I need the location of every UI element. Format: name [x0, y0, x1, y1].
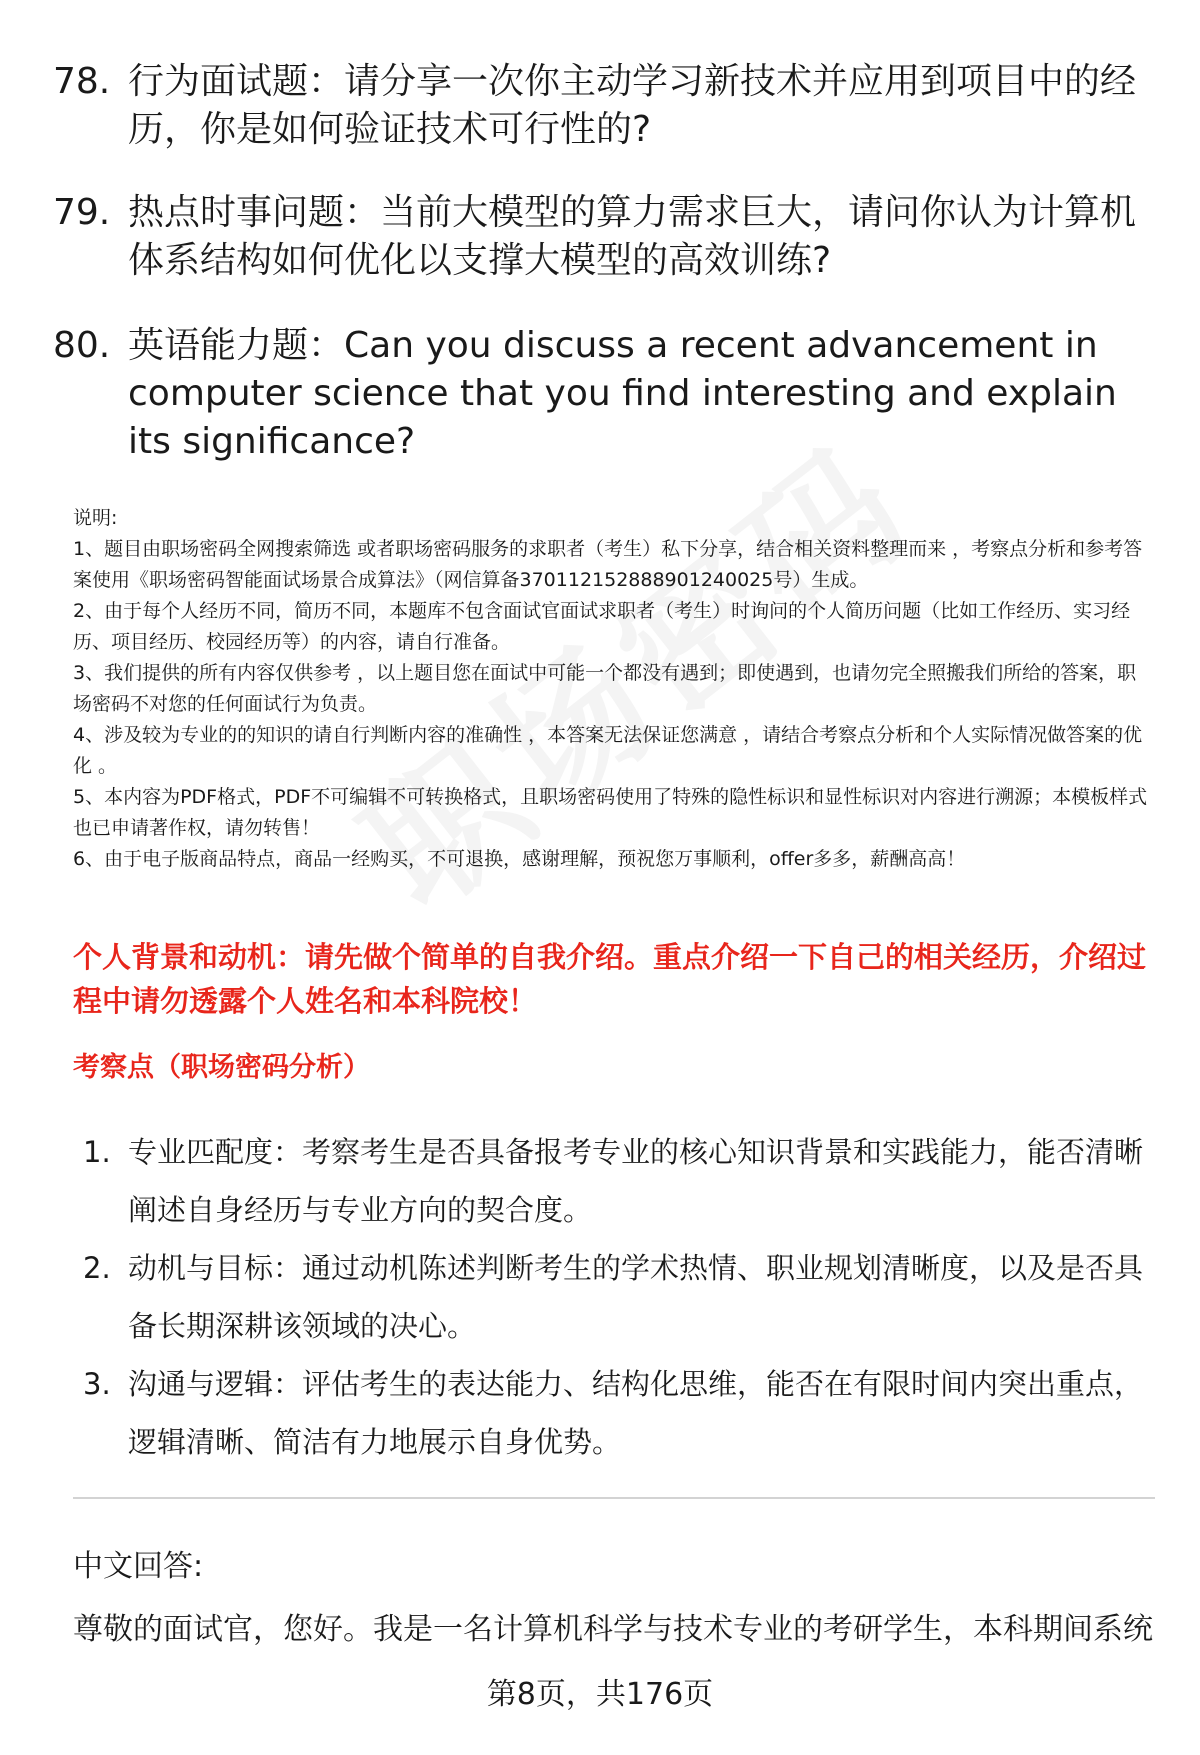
question-number: 80.: [53, 325, 111, 366]
analysis-heading: 考察点（职场密码分析）: [73, 1052, 370, 1083]
note-item: 4、涉及较为专业的的知识的请自行判断内容的准确性 ，本答案无法保证您满意 ，请结合考察点分析和个人实际情况做答案的优化 。: [73, 724, 1143, 777]
question-item: [53, 322, 1153, 466]
note-item: 1、题目由职场密码全网搜索筛选 或者职场密码服务的求职者（考生）私下分享，结合相关资料整理而来 ，考察点分析和参考答案使用《职场密码智能面试场景合成算法》（网信算备370112152888901240025号）生成。: [73, 538, 1143, 591]
point-number: 1.: [83, 1135, 111, 1169]
point-number: 3.: [83, 1367, 111, 1401]
list-item: [80, 1123, 1150, 1239]
main-question-heading: 个人背景和动机：请先做个简单的自我介绍。重点介绍一下自己的相关经历，介绍过程中请勿透露个人姓名和本科院校！: [73, 940, 1147, 1018]
notes-section: [73, 503, 1153, 875]
point-text: 专业匹配度：考察考生是否具备报考专业的核心知识背景和实践能力，能否清晰阐述自身经历与专业方向的契合度。: [128, 1135, 1144, 1227]
question-item: [53, 58, 1153, 154]
divider: [73, 1497, 1155, 1499]
question-number: 79.: [53, 192, 111, 233]
note-item: 6、由于电子版商品特点，商品一经购买，不可退换，感谢理解，预祝您万事顺利，offer多多，薪酬高高！: [73, 848, 966, 870]
note-item: 2、由于每个人经历不同，简历不同，本题库不包含面试官面试求职者（考生）时询问的个人简历问题（比如工作经历、实习经历、项目经历、校园经历等）的内容，请自行准备。: [73, 600, 1131, 653]
point-text: 沟通与逻辑：评估考生的表达能力、结构化思维，能否在有限时间内突出重点，逻辑清晰、简洁有力地展示自身优势。: [128, 1367, 1144, 1459]
question-item: [53, 189, 1153, 285]
list-item: [80, 1239, 1150, 1355]
page-number: 第8页，共176页: [486, 1677, 714, 1712]
question-number: 78.: [53, 61, 111, 102]
point-text: 动机与目标：通过动机陈述判断考生的学术热情、职业规划清晰度，以及是否具备长期深耕该领域的决心。: [128, 1251, 1144, 1343]
answer-text: 尊敬的面试官，您好。我是一名计算机科学与技术专业的考研学生，本科期间系统: [73, 1612, 1153, 1647]
list-item: [80, 1355, 1150, 1471]
note-item: 3、我们提供的所有内容仅供参考 ，以上题目您在面试中可能一个都没有遇到；即使遇到，也请勿完全照搬我们所给的答案，职场密码不对您的任何面试行为负责。: [73, 662, 1137, 715]
note-item: 5、本内容为PDF格式，PDF不可编辑不可转换格式，且职场密码使用了特殊的隐性标识和显性标识对内容进行溯源；本模板样式也已申请著作权，请勿转售！: [73, 786, 1148, 839]
question-text: 行为面试题：请分享一次你主动学习新技术并应用到项目中的经历，你是如何验证技术可行性的?: [128, 61, 1137, 150]
question-text: 热点时事问题：当前大模型的算力需求巨大，请问你认为计算机体系结构如何优化以支撑大模型的高效训练?: [128, 192, 1137, 281]
point-number: 2.: [83, 1251, 111, 1285]
answer-label: 中文回答:: [73, 1549, 204, 1584]
analysis-points: [80, 1123, 1150, 1471]
notes-title: 说明:: [73, 507, 118, 529]
question-text: 英语能力题：Can you discuss a recent advancement in computer science that you find interesting and explain its significance?: [128, 325, 1117, 462]
